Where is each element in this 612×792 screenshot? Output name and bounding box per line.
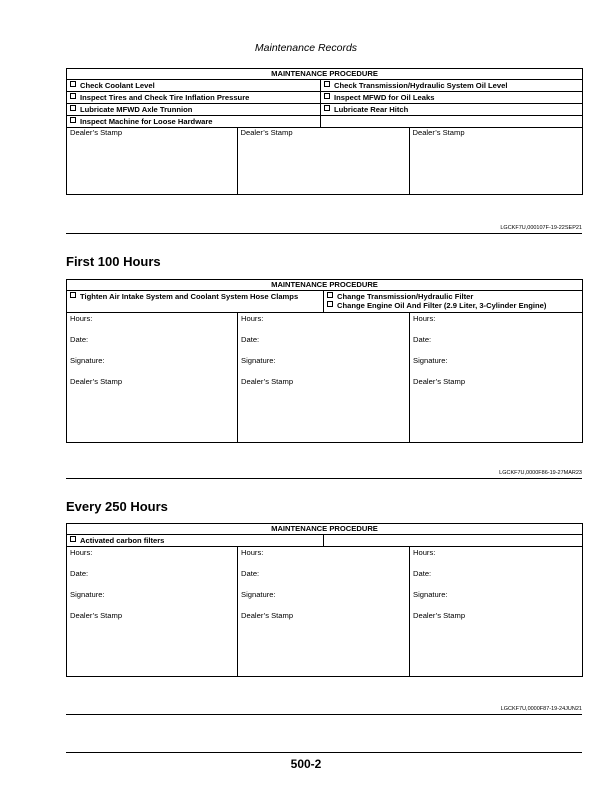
service-record-2[interactable]: Hours: Date: Signature: Dealer’s Stamp [238, 547, 410, 677]
maintenance-table-general [66, 68, 582, 195]
checkbox-icon [324, 105, 330, 111]
footer-rule [66, 752, 582, 753]
service-record-1[interactable]: Hours: Date: Signature: Dealer’s Stamp [67, 313, 238, 443]
checkbox-icon [70, 81, 76, 87]
service-record-3[interactable]: Hours: Date: Signature: Dealer’s Stamp [410, 547, 583, 677]
table-header: MAINTENANCE PROCEDURE [67, 524, 583, 535]
task-change-filters[interactable]: Change Transmission/Hydraulic Filter Change Engine Oil And Filter (2.9 Liter, 3-Cylinder Engine) [324, 291, 583, 313]
checkbox-icon [70, 105, 76, 111]
checkbox-icon [324, 81, 330, 87]
task-tighten-hose-clamps[interactable]: Tighten Air Intake System and Coolant System Hose Clamps [67, 291, 324, 313]
table-header: MAINTENANCE PROCEDURE [67, 280, 583, 291]
checkbox-icon [327, 292, 333, 298]
checkbox-icon [324, 93, 330, 99]
task-inspect-mfwd-leaks[interactable]: Inspect MFWD for Oil Leaks [321, 92, 583, 104]
task-empty [321, 116, 583, 128]
task-activated-carbon-filters[interactable]: Activated carbon filters [67, 535, 324, 547]
service-record-2[interactable]: Hours: Date: Signature: Dealer’s Stamp [238, 313, 410, 443]
checkbox-icon [70, 117, 76, 123]
maintenance-table-first-100 [66, 279, 582, 443]
page-header: Maintenance Records [254, 42, 358, 54]
checkbox-icon [70, 292, 76, 298]
task-lubricate-mfwd[interactable]: Lubricate MFWD Axle Trunnion [67, 104, 321, 116]
task-inspect-tires[interactable]: Inspect Tires and Check Tire Inflation Pressure [67, 92, 321, 104]
dealer-stamp-field[interactable]: Dealer’s Stamp [409, 128, 581, 194]
task-lubricate-hitch[interactable]: Lubricate Rear Hitch [321, 104, 583, 116]
divider [66, 478, 582, 479]
divider [66, 233, 582, 234]
dealer-stamp-field[interactable]: Dealer’s Stamp [67, 128, 237, 194]
checkbox-icon [70, 93, 76, 99]
reference-code: LGCKF7U,000107F-19-22SEP21 [500, 225, 582, 231]
table-header: MAINTENANCE PROCEDURE [67, 69, 583, 80]
divider [66, 714, 582, 715]
maintenance-table-every-250 [66, 523, 582, 677]
section-title-first-100-hours: First 100 Hours [66, 254, 161, 269]
reference-code: LGCKF7U,0000F86-19-27MAR23 [499, 470, 582, 476]
checkbox-icon [327, 301, 333, 307]
service-record-3[interactable]: Hours: Date: Signature: Dealer’s Stamp [410, 313, 583, 443]
service-record-1[interactable]: Hours: Date: Signature: Dealer’s Stamp [67, 547, 238, 677]
checkbox-icon [70, 536, 76, 542]
task-check-trans-oil[interactable]: Check Transmission/Hydraulic System Oil Level [321, 80, 583, 92]
task-inspect-hardware[interactable]: Inspect Machine for Loose Hardware [67, 116, 321, 128]
dealer-stamp-field[interactable]: Dealer’s Stamp [237, 128, 409, 194]
reference-code: LGCKF7U,0000F87-19-24JUN21 [500, 706, 582, 712]
section-title-every-250-hours: Every 250 Hours [66, 499, 168, 514]
task-check-coolant[interactable]: Check Coolant Level [67, 80, 321, 92]
page-number: 500-2 [290, 757, 322, 771]
task-empty [324, 535, 583, 547]
